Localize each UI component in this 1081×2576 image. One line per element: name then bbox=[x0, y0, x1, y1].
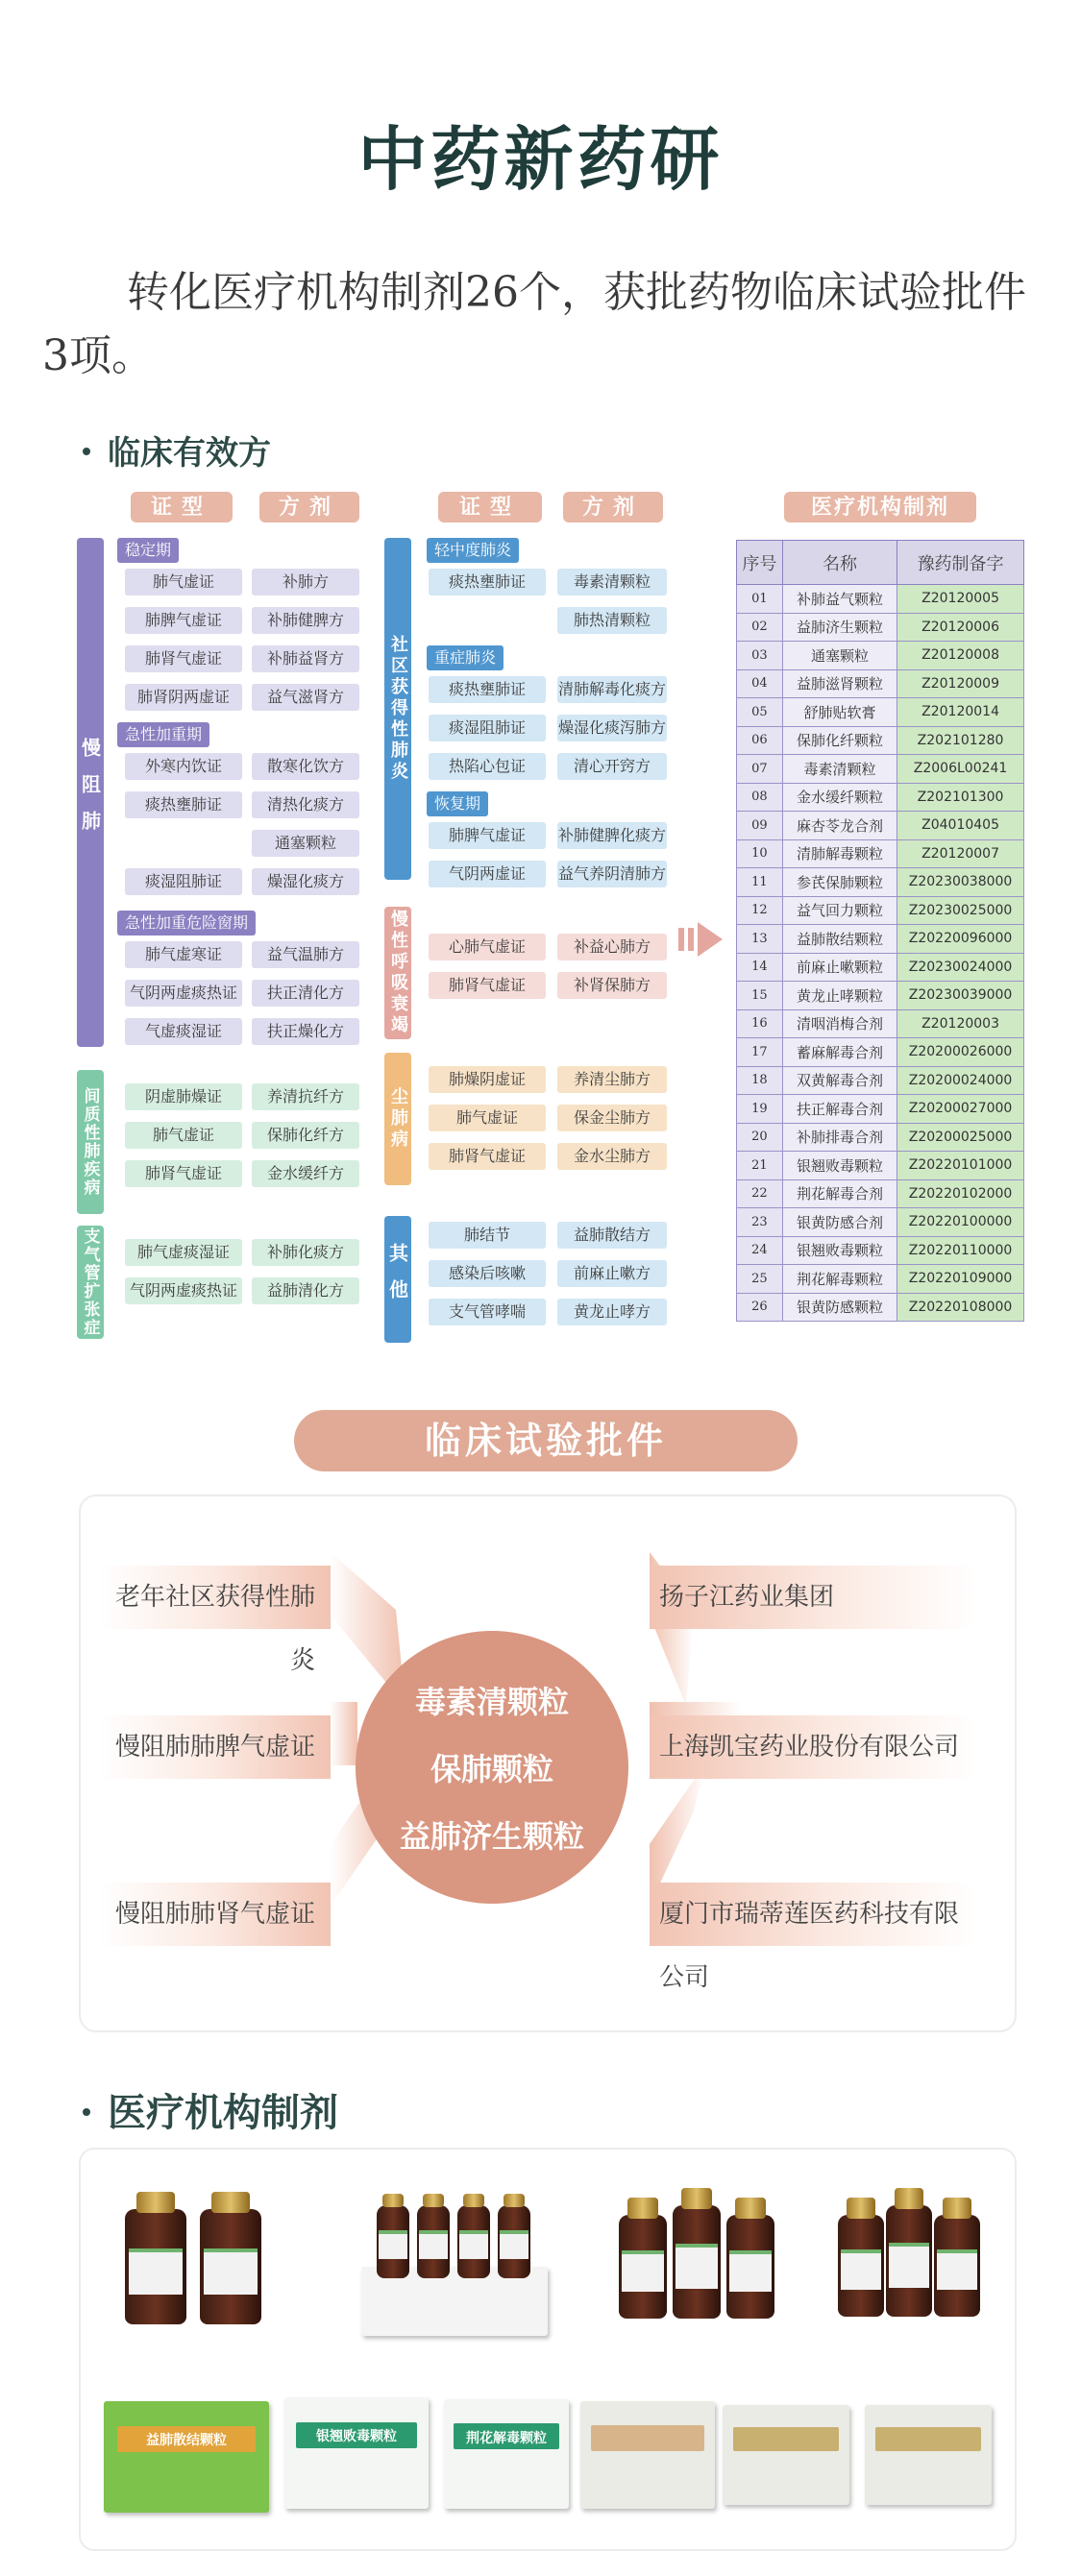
table-cell: 银黄防感颗粒 bbox=[782, 1293, 897, 1322]
trial-company-1: 扬子江药业集团 bbox=[650, 1566, 976, 1629]
table-row bbox=[737, 1179, 1024, 1208]
table-row bbox=[737, 1152, 1024, 1180]
table-cell: Z20220096000 bbox=[897, 925, 1024, 954]
table-cell: 舒肺贴软膏 bbox=[782, 698, 897, 727]
table-cell: 15 bbox=[737, 982, 783, 1010]
table-cell: 益肺散结颗粒 bbox=[782, 925, 897, 954]
group-respiratory-failure: 慢性呼吸衰竭 bbox=[384, 907, 411, 1039]
syndrome-cell: 痰热壅肺证 bbox=[125, 791, 242, 818]
syndrome-cell: 痰热壅肺证 bbox=[429, 676, 546, 703]
table-cell: 清肺解毒颗粒 bbox=[782, 839, 897, 868]
table-row bbox=[737, 726, 1024, 755]
table-cell: 10 bbox=[737, 839, 783, 868]
bottle-image bbox=[726, 2215, 774, 2319]
table-cell: 08 bbox=[737, 783, 783, 812]
formula-cell: 清心开窍方 bbox=[557, 753, 667, 780]
formula-cell: 补肺方 bbox=[252, 569, 359, 595]
table-cell: 银翘败毒颗粒 bbox=[782, 1152, 897, 1180]
package-image bbox=[444, 2399, 569, 2509]
syndrome-cell: 心肺气虚证 bbox=[429, 934, 546, 960]
formula-cell: 保肺化纤方 bbox=[252, 1122, 359, 1149]
formula-cell: 益肺散结方 bbox=[557, 1222, 667, 1249]
table-cell: 11 bbox=[737, 868, 783, 897]
table-cell: Z20220110000 bbox=[897, 1236, 1024, 1265]
table-cell: Z20230038000 bbox=[897, 868, 1024, 897]
table-cell: Z04010405 bbox=[897, 812, 1024, 840]
formula-cell: 扶正清化方 bbox=[252, 980, 359, 1007]
formula-cell: 养清抗纤方 bbox=[252, 1083, 359, 1110]
group-ild: 间质性肺疾病 bbox=[77, 1070, 104, 1214]
table-cell: Z20220101000 bbox=[897, 1152, 1024, 1180]
syndrome-cell: 痰湿阻肺证 bbox=[429, 715, 546, 741]
bottle-image bbox=[619, 2215, 667, 2319]
table-cell: 12 bbox=[737, 896, 783, 925]
trial-company-3: 厦门市瑞蒂莲医药科技有限公司 bbox=[650, 1883, 976, 1946]
trial-company-2: 上海凯宝药业股份有限公司 bbox=[650, 1715, 976, 1779]
syndrome-cell: 肺燥阴虚证 bbox=[429, 1066, 546, 1093]
intro-paragraph: 转化医疗机构制剂26个，获批药物临床试验批件3项。 bbox=[42, 268, 1026, 380]
table-cell: 清咽消梅合剂 bbox=[782, 1009, 897, 1038]
formula-cell: 散寒化饮方 bbox=[252, 753, 359, 780]
table-cell: 16 bbox=[737, 1009, 783, 1038]
table-row bbox=[737, 1293, 1024, 1322]
table-cell: 蓄麻解毒合剂 bbox=[782, 1038, 897, 1067]
package-image bbox=[865, 2405, 992, 2505]
syndrome-cell: 痰热壅肺证 bbox=[429, 569, 546, 595]
formula-cell: 保金尘肺方 bbox=[557, 1105, 667, 1131]
formula-cell: 燥湿化痰泻肺方 bbox=[557, 715, 667, 741]
table-row bbox=[737, 1038, 1024, 1067]
tag-severe: 重症肺炎 bbox=[427, 645, 504, 670]
table-cell: 14 bbox=[737, 953, 783, 982]
section-products-heading bbox=[83, 2082, 338, 2137]
group-cap: 社区获得性肺炎 bbox=[384, 538, 411, 880]
arrow-right-icon bbox=[678, 918, 725, 960]
table-cell: Z20220108000 bbox=[897, 1293, 1024, 1322]
section-effective-heading bbox=[83, 426, 271, 474]
table-cell: 02 bbox=[737, 613, 783, 642]
bottle-image bbox=[886, 2205, 932, 2317]
table-header: 序号 bbox=[737, 541, 783, 585]
table-row bbox=[737, 585, 1024, 614]
formula-cell: 燥湿化痰方 bbox=[252, 868, 359, 895]
tag-acute: 急性加重期 bbox=[117, 722, 209, 747]
bottle-image bbox=[498, 2205, 530, 2278]
formula-cell: 补益心肺方 bbox=[557, 934, 667, 960]
table-row bbox=[737, 1236, 1024, 1265]
table-cell: 09 bbox=[737, 812, 783, 840]
trial-indication-1: 老年社区获得性肺炎 bbox=[100, 1566, 331, 1629]
table-row bbox=[737, 1123, 1024, 1152]
syndrome-cell: 肺结节 bbox=[429, 1222, 546, 1249]
section-products-title: 医疗机构制剂 bbox=[108, 2090, 338, 2135]
group-copd: 慢阻肺 bbox=[77, 538, 104, 1047]
tag-stable: 稳定期 bbox=[117, 538, 179, 563]
tag-acute-risk: 急性加重危险窗期 bbox=[117, 911, 256, 936]
formula-cell: 扶正燥化方 bbox=[252, 1018, 359, 1045]
header-yiliao: 医疗机构制剂 bbox=[784, 492, 976, 522]
formula-cell: 毒素清颗粒 bbox=[557, 569, 667, 595]
bullet-icon bbox=[83, 448, 90, 455]
table-cell: Z20120014 bbox=[897, 698, 1024, 727]
table-cell: 22 bbox=[737, 1179, 783, 1208]
formula-cell: 清肺解毒化痰方 bbox=[557, 676, 667, 703]
table-cell: 04 bbox=[737, 669, 783, 698]
trial-indication-3: 慢阻肺肺肾气虚证 bbox=[100, 1883, 331, 1946]
formula-cell: 养清尘肺方 bbox=[557, 1066, 667, 1093]
table-cell: Z20230039000 bbox=[897, 982, 1024, 1010]
table-cell: 03 bbox=[737, 642, 783, 670]
table-cell: 13 bbox=[737, 925, 783, 954]
table-cell: Z20200027000 bbox=[897, 1095, 1024, 1124]
table-row bbox=[737, 642, 1024, 670]
trial-drug-3: 益肺济生颗粒 bbox=[399, 1818, 584, 1855]
formula-cell: 益气滋肾方 bbox=[252, 684, 359, 711]
table-row bbox=[737, 1208, 1024, 1237]
table-row bbox=[737, 839, 1024, 868]
table-cell: 20 bbox=[737, 1123, 783, 1152]
table-cell: 前麻止嗽颗粒 bbox=[782, 953, 897, 982]
trial-indication-2: 慢阻肺肺脾气虚证 bbox=[100, 1715, 331, 1779]
syndrome-cell: 肺气虚证 bbox=[125, 1122, 242, 1149]
bottle-image bbox=[200, 2209, 261, 2324]
formula-cell: 肺热清颗粒 bbox=[557, 607, 667, 634]
syndrome-cell: 感染后咳嗽 bbox=[429, 1260, 546, 1287]
table-row bbox=[737, 925, 1024, 954]
table-cell: 益肺济生颗粒 bbox=[782, 613, 897, 642]
header-fangji-2: 方剂 bbox=[563, 492, 663, 522]
package-label: 荆花解毒颗粒 bbox=[466, 2430, 547, 2446]
table-cell: Z20220102000 bbox=[897, 1179, 1024, 1208]
bullet-icon bbox=[83, 2108, 90, 2116]
syndrome-cell: 肺肾气虚证 bbox=[125, 1160, 242, 1187]
package-label: 银翘败毒颗粒 bbox=[316, 2429, 397, 2445]
syndrome-cell: 肺肾气虚证 bbox=[429, 1143, 546, 1170]
package-image bbox=[580, 2401, 715, 2509]
table-cell: Z20120009 bbox=[897, 669, 1024, 698]
table-row bbox=[737, 698, 1024, 727]
formula-cell: 前麻止嗽方 bbox=[557, 1260, 667, 1287]
table-cell: 银黄防感合剂 bbox=[782, 1208, 897, 1237]
table-row bbox=[737, 1009, 1024, 1038]
table-row bbox=[737, 1265, 1024, 1294]
formula-cell: 补肺健脾方 bbox=[252, 607, 359, 634]
package-image bbox=[284, 2397, 429, 2509]
table-row bbox=[737, 613, 1024, 642]
table-row bbox=[737, 896, 1024, 925]
table-cell: 荆花解毒合剂 bbox=[782, 1179, 897, 1208]
table-row bbox=[737, 755, 1024, 784]
formula-cell: 金水缓纤方 bbox=[252, 1160, 359, 1187]
table-cell: 金水缓纤颗粒 bbox=[782, 783, 897, 812]
table-row bbox=[737, 669, 1024, 698]
syndrome-cell: 气阴两虚痰热证 bbox=[125, 980, 242, 1007]
table-cell: 17 bbox=[737, 1038, 783, 1067]
table-cell: 18 bbox=[737, 1066, 783, 1095]
table-cell: Z2006L00241 bbox=[897, 755, 1024, 784]
formula-cell: 补肺健脾化痰方 bbox=[557, 822, 667, 849]
package-image bbox=[723, 2405, 849, 2505]
syndrome-cell: 痰湿阻肺证 bbox=[125, 868, 242, 895]
table-cell: 26 bbox=[737, 1293, 783, 1322]
table-header: 豫药制备字 bbox=[897, 541, 1024, 585]
syndrome-cell: 外寒内饮证 bbox=[125, 753, 242, 780]
table-cell: 21 bbox=[737, 1152, 783, 1180]
table-cell: Z20200026000 bbox=[897, 1038, 1024, 1067]
syndrome-cell: 肺脾气虚证 bbox=[125, 607, 242, 634]
table-cell: Z202101280 bbox=[897, 726, 1024, 755]
table-cell: Z20120003 bbox=[897, 1009, 1024, 1038]
table-cell: 益气回力颗粒 bbox=[782, 896, 897, 925]
table-cell: 01 bbox=[737, 585, 783, 614]
table-cell: Z20120008 bbox=[897, 642, 1024, 670]
preparation-table bbox=[736, 540, 1024, 1322]
table-cell: Z20220109000 bbox=[897, 1265, 1024, 1294]
table-cell: 补肺排毒合剂 bbox=[782, 1123, 897, 1152]
tag-recovery: 恢复期 bbox=[427, 791, 488, 816]
table-row bbox=[737, 982, 1024, 1010]
table-cell: 25 bbox=[737, 1265, 783, 1294]
syndrome-cell: 气虚痰湿证 bbox=[125, 1018, 242, 1045]
table-cell: 保肺化纤颗粒 bbox=[782, 726, 897, 755]
package-image bbox=[104, 2401, 269, 2513]
table-header: 名称 bbox=[782, 541, 897, 585]
formula-cell: 黄龙止哮方 bbox=[557, 1299, 667, 1325]
table-cell: 益肺滋肾颗粒 bbox=[782, 669, 897, 698]
table-row bbox=[737, 868, 1024, 897]
table-cell: 通塞颗粒 bbox=[782, 642, 897, 670]
syndrome-cell: 肺肾气虚证 bbox=[125, 645, 242, 672]
table-cell: 05 bbox=[737, 698, 783, 727]
table-row bbox=[737, 783, 1024, 812]
table-cell: 毒素清颗粒 bbox=[782, 755, 897, 784]
table-cell: Z20200025000 bbox=[897, 1123, 1024, 1152]
formula-cell: 金水尘肺方 bbox=[557, 1143, 667, 1170]
table-cell: Z20230025000 bbox=[897, 896, 1024, 925]
bottle-image bbox=[838, 2215, 884, 2317]
table-cell: Z20200024000 bbox=[897, 1066, 1024, 1095]
table-cell: 07 bbox=[737, 755, 783, 784]
syndrome-cell: 肺气虚痰湿证 bbox=[125, 1239, 242, 1266]
syndrome-cell: 肺气虚证 bbox=[429, 1105, 546, 1131]
table-cell: 19 bbox=[737, 1095, 783, 1124]
table-row bbox=[737, 1066, 1024, 1095]
table-cell: Z20220100000 bbox=[897, 1208, 1024, 1237]
trial-drug-2: 保肺颗粒 bbox=[430, 1751, 553, 1787]
syndrome-cell: 气阴两虚证 bbox=[429, 861, 546, 887]
package-label: 益肺散结颗粒 bbox=[146, 2433, 227, 2449]
syndrome-cell: 支气管哮喘 bbox=[429, 1299, 546, 1325]
header-zhengxing-2: 证型 bbox=[438, 492, 542, 522]
bottle-image bbox=[377, 2205, 409, 2278]
syndrome-cell: 肺肾阴两虚证 bbox=[125, 684, 242, 711]
table-cell: 双黄解毒合剂 bbox=[782, 1066, 897, 1095]
table-cell: 06 bbox=[737, 726, 783, 755]
tag-mild: 轻中度肺炎 bbox=[427, 538, 519, 563]
group-other: 其他 bbox=[384, 1216, 411, 1343]
section-effective-title: 临床有效方 bbox=[108, 434, 271, 473]
bottle-image bbox=[125, 2209, 186, 2324]
syndrome-cell: 肺脾气虚证 bbox=[429, 822, 546, 849]
group-bronchiectasis: 支气管扩张症 bbox=[77, 1226, 104, 1339]
syndrome-cell: 肺肾气虚证 bbox=[429, 972, 546, 999]
group-pneumoconiosis: 尘肺病 bbox=[384, 1053, 411, 1185]
table-cell: Z20120006 bbox=[897, 613, 1024, 642]
header-zhengxing-1: 证型 bbox=[131, 492, 233, 522]
table-row bbox=[737, 953, 1024, 982]
table-cell: Z202101300 bbox=[897, 783, 1024, 812]
formula-cell: 补肺化痰方 bbox=[252, 1239, 359, 1266]
table-cell: Z20120007 bbox=[897, 839, 1024, 868]
trial-banner: 临床试验批件 bbox=[294, 1410, 798, 1471]
table-cell: 参芪保肺颗粒 bbox=[782, 868, 897, 897]
table-cell: 荆花解毒颗粒 bbox=[782, 1265, 897, 1294]
bottle-image bbox=[934, 2215, 980, 2317]
formula-cell: 益肺清化方 bbox=[252, 1277, 359, 1304]
formula-cell: 补肺益肾方 bbox=[252, 645, 359, 672]
table-row bbox=[737, 812, 1024, 840]
trial-drug-1: 毒素清颗粒 bbox=[414, 1684, 569, 1720]
formula-cell: 益气温肺方 bbox=[252, 941, 359, 968]
table-cell: 扶正解毒合剂 bbox=[782, 1095, 897, 1124]
syndrome-cell: 气阴两虚痰热证 bbox=[125, 1277, 242, 1304]
table-cell: 黄龙止哮颗粒 bbox=[782, 982, 897, 1010]
formula-cell: 清热化痰方 bbox=[252, 791, 359, 818]
trial-center-circle bbox=[356, 1631, 628, 1904]
syndrome-cell: 热陷心包证 bbox=[429, 753, 546, 780]
table-cell: 麻杏苓龙合剂 bbox=[782, 812, 897, 840]
header-fangji-1: 方剂 bbox=[259, 492, 359, 522]
table-row bbox=[737, 1095, 1024, 1124]
table-cell: 23 bbox=[737, 1208, 783, 1237]
bottle-image bbox=[457, 2205, 490, 2278]
bottle-image bbox=[673, 2205, 721, 2319]
bottle-image bbox=[417, 2205, 450, 2278]
formula-cell: 通塞颗粒 bbox=[252, 830, 359, 857]
syndrome-cell: 肺气虚证 bbox=[125, 569, 242, 595]
page-title: 中药新药研 bbox=[357, 118, 724, 200]
syndrome-cell: 阴虚肺燥证 bbox=[125, 1083, 242, 1110]
table-cell: Z20120005 bbox=[897, 585, 1024, 614]
table-cell: 24 bbox=[737, 1236, 783, 1265]
table-cell: 补肺益气颗粒 bbox=[782, 585, 897, 614]
formula-cell: 益气养阴清肺方 bbox=[557, 861, 667, 887]
formula-cell: 补肾保肺方 bbox=[557, 972, 667, 999]
syndrome-cell: 肺气虚寒证 bbox=[125, 941, 242, 968]
table-cell: Z20230024000 bbox=[897, 953, 1024, 982]
table-cell: 银翘败毒颗粒 bbox=[782, 1236, 897, 1265]
